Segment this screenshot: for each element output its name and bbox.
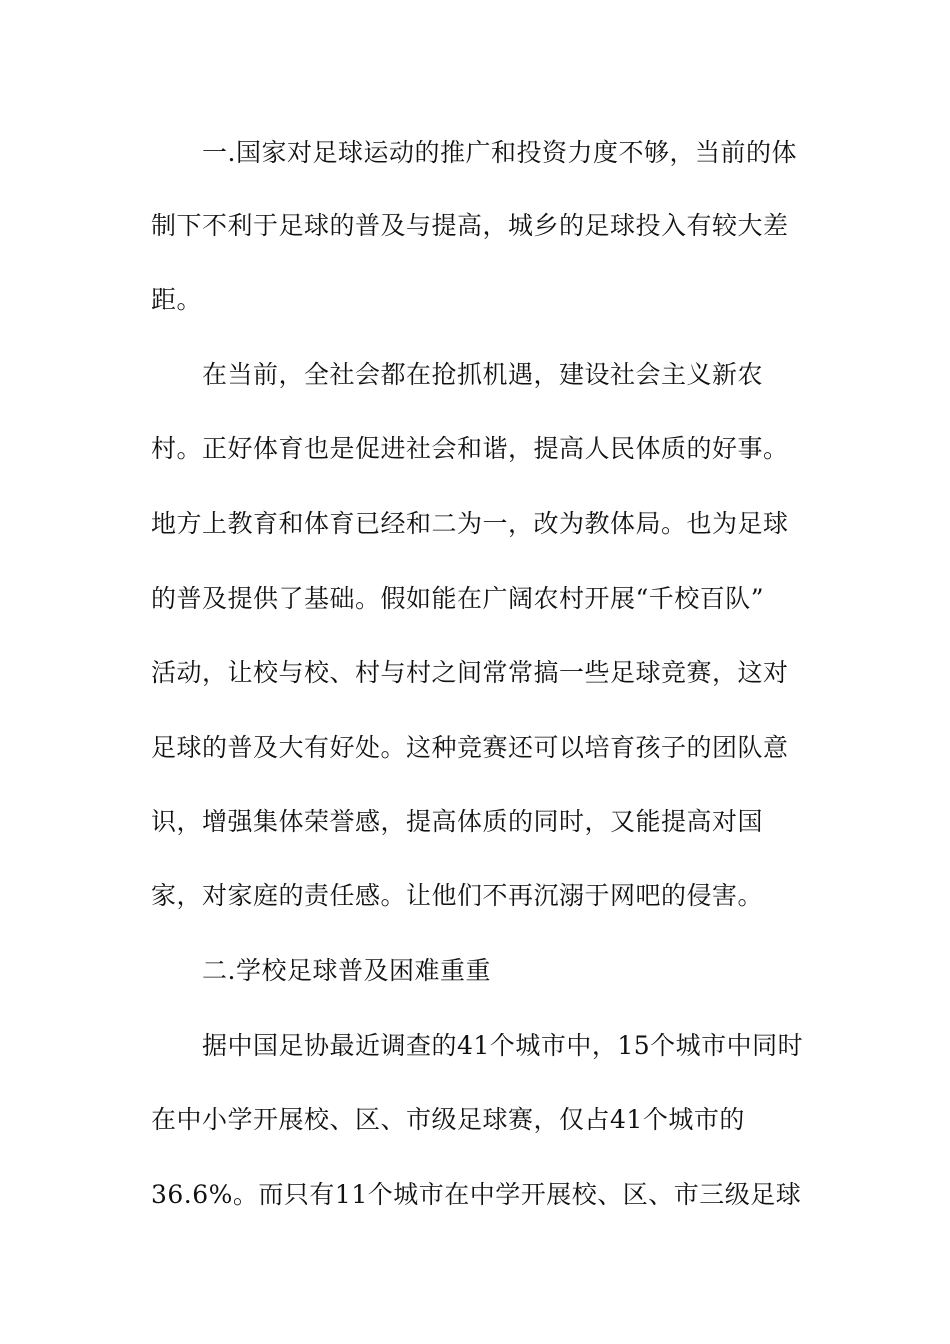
paragraph-2-line-6: 足球的普及大有好处。这种竞赛还可以培育孩子的团队意 <box>151 733 789 762</box>
paragraph-2-line-7: 识，增强集体荣誉感，提高体质的同时，又能提高对国 <box>151 807 764 836</box>
paragraph-2-line-1: 在当前，全社会都在抢抓机遇，建设社会主义新农 <box>202 360 764 389</box>
paragraph-2-line-5: 活动，让校与校、村与村之间常常搞一些足球竞赛，这对 <box>151 658 789 687</box>
paragraph-2-line-3: 地方上教育和体育已经和二为一，改为教体局。也为足球 <box>151 509 789 538</box>
paragraph-2-line-2: 村。正好体育也是促进社会和谐，提高人民体质的好事。 <box>151 434 789 463</box>
paragraph-2-line-8: 家，对家庭的责任感。让他们不再沉溺于网吧的侵害。 <box>151 881 764 910</box>
section-heading: 二.学校足球普及困难重重 <box>202 956 491 985</box>
paragraph-3-line-1: 据中国足协最近调查的41个城市中，15个城市中同时 <box>202 1031 804 1060</box>
paragraph-1-line-1: 一.国家对足球运动的推广和投资力度不够，当前的体 <box>202 138 797 167</box>
paragraph-3-line-3: 36.6%。而只有11个城市在中学开展校、区、市三级足球 <box>151 1180 802 1209</box>
paragraph-1-line-3: 距。 <box>151 285 203 314</box>
paragraph-2-line-4: 的普及提供了基础。假如能在广阔农村开展“千校百队” <box>151 584 765 613</box>
paragraph-1-line-2: 制下不利于足球的普及与提高，城乡的足球投入有较大差 <box>151 211 789 240</box>
paragraph-3-line-2: 在中小学开展校、区、市级足球赛，仅占41个城市的 <box>151 1105 745 1134</box>
